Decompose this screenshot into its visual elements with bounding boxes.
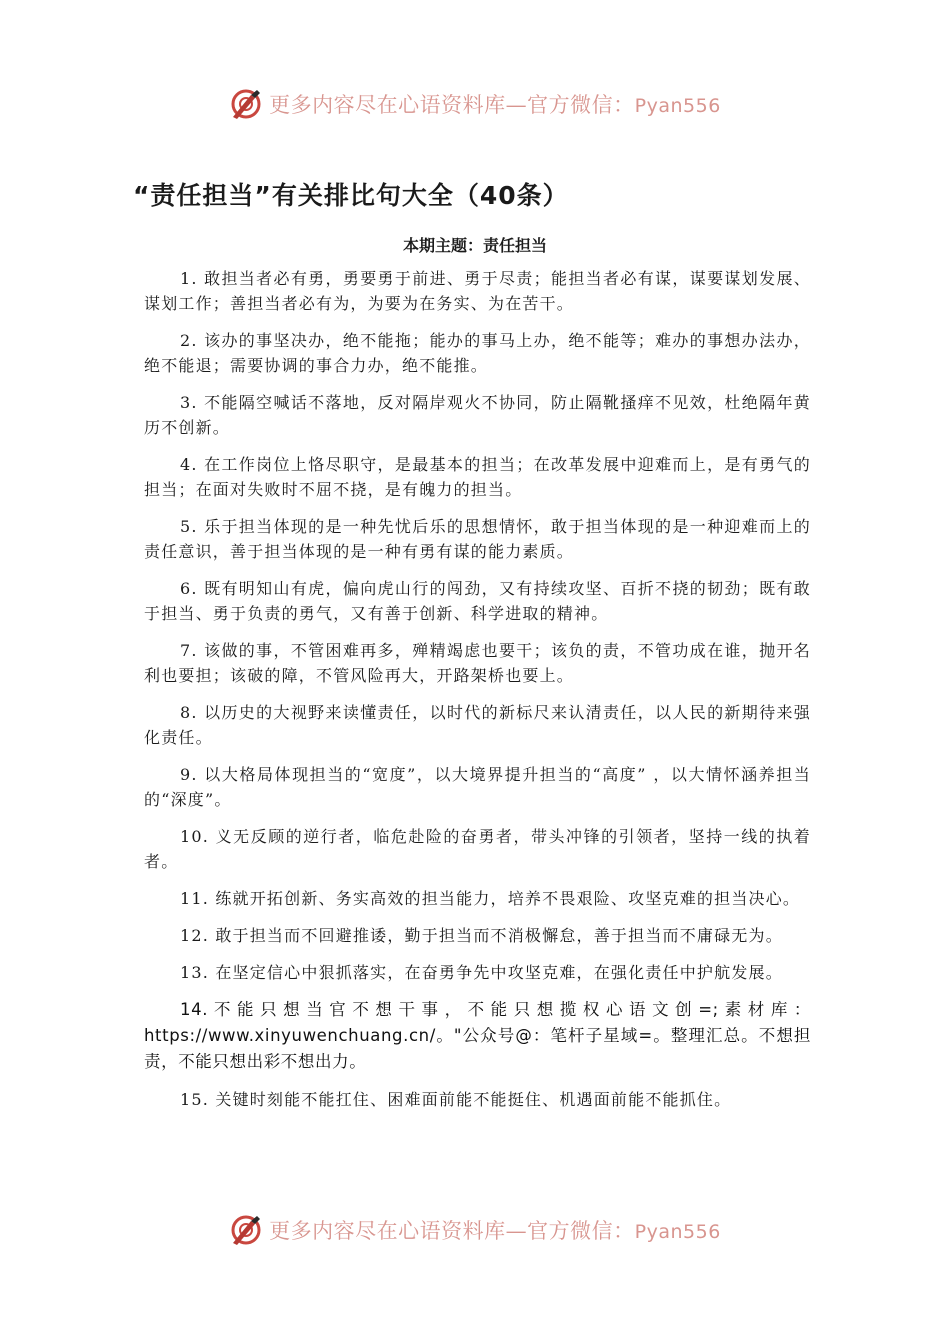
banner-main-text: 更多内容尽在心语资料库 (269, 93, 506, 117)
list-item: 9. 以大格局体现担当的“宽度”，以大境界提升担当的“高度” ，以大情怀涵养担当的“深度”。 (144, 765, 811, 809)
list-item: 5. 乐于担当体现的是一种先忧后乐的思想情怀，敢于担当体现的是一种迎难而上的责任意识，善于担当体现的是一种有勇有谋的能力素质。 (144, 517, 811, 561)
pen-logo-icon (229, 87, 263, 121)
banner-sub-text: 官方微信： (527, 1219, 635, 1243)
list-item: 1. 敢担当者必有勇，勇要勇于前进、勇于尽责；能担当者必有谋，谋要谋划发展、谋划工作；善担当者必有为，为要为在务实、为在苦干。 (144, 269, 811, 313)
list-item: 3. 不能隔空喊话不落地，反对隔岸观火不协同，防止隔靴搔痒不见效，杜绝隔年黄历不创新。 (144, 393, 811, 437)
banner-text (269, 89, 721, 119)
banner-text (269, 1215, 721, 1245)
document-title: “责任担当”有关排比句大全（40条） (133, 181, 569, 210)
list-item: 4. 在工作岗位上恪尽职守，是最基本的担当；在改革发展中迎难而上，是有勇气的担当；在面对失败时不屈不挠，是有魄力的担当。 (144, 455, 811, 499)
list-item: 15. 关键时刻能不能扛住、困难面前能不能挺住、机遇面前能不能抓住。 (180, 1090, 732, 1109)
list-item: 8. 以历史的大视野来读懂责任，以时代的新标尺来认清责任，以人民的新期待来强化责任。 (144, 703, 811, 747)
banner-main-text: 更多内容尽在心语资料库 (269, 1219, 506, 1243)
banner-wechat-id: Pyan556 (634, 1221, 721, 1243)
list-item: 10. 义无反顾的逆行者，临危赴险的奋勇者，带头冲锋的引领者，坚持一线的执着者。 (144, 827, 811, 871)
list-item: 2. 该办的事坚决办，绝不能拖；能办的事马上办，绝不能等；难办的事想办法办，绝不能退；需要协调的事合力办，绝不能推。 (144, 331, 811, 375)
header-banner (0, 82, 950, 126)
document-subtitle: 本期主题：责任担当 (402, 236, 547, 255)
banner-sub-text: 官方微信： (527, 93, 635, 117)
banner-dash: — (505, 93, 528, 117)
document-body (144, 266, 811, 1124)
list-item-with-source: 14.不能只想当官不想干事，不能只想揽权心语文创=;素材库：https://www.xinyuwenchuang.cn/。"公众号@：笔杆子星域=。整理汇总。不想担责，不能只想出彩不想出力。 (144, 1000, 811, 1071)
list-item: 6. 既有明知山有虎，偏向虎山行的闯劲，又有持续攻坚、百折不挠的韧劲；既有敢于担当、勇于负责的勇气，又有善于创新、科学进取的精神。 (144, 579, 811, 623)
banner-dash: — (505, 1219, 528, 1243)
list-item: 11. 练就开拓创新、务实高效的担当能力，培养不畏艰险、攻坚克难的担当决心。 (180, 889, 801, 908)
banner-wechat-id: Pyan556 (634, 95, 721, 117)
list-item: 12. 敢于担当而不回避推诿，勤于担当而不消极懈怠，善于担当而不庸碌无为。 (180, 926, 783, 945)
list-item: 7. 该做的事，不管困难再多，殚精竭虑也要干；该负的责，不管功成在谁，抛开名利也要担；该破的障，不管风险再大，开路架桥也要上。 (144, 641, 811, 685)
pen-logo-icon (229, 1213, 263, 1247)
footer-banner (0, 1208, 950, 1252)
list-item: 13. 在坚定信心中狠抓落实，在奋勇争先中攻坚克难，在强化责任中护航发展。 (180, 963, 783, 982)
